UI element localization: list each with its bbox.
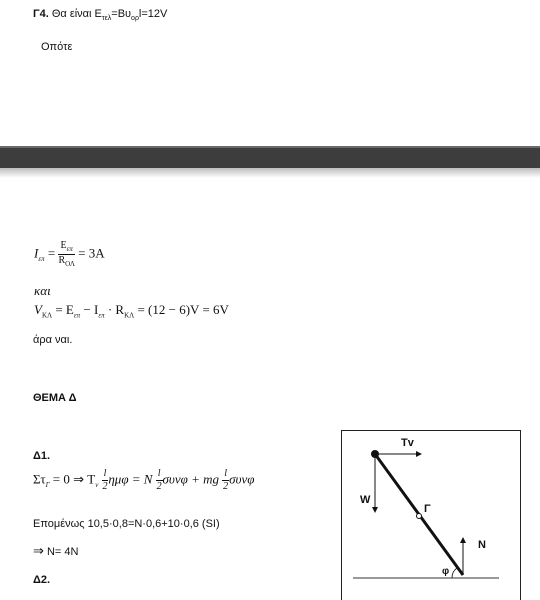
- g4-line: [33, 8, 167, 22]
- d1-eq-start: Στ: [33, 471, 46, 487]
- voltage-rest4: = (12 − 6)V = 6V: [134, 302, 229, 317]
- current-den: R: [58, 255, 66, 266]
- g4-label: Γ4.: [33, 8, 49, 20]
- voltage-formula: [34, 302, 229, 320]
- d1-frac2-num: l: [157, 468, 161, 479]
- implies-arrow: ⇒: [33, 543, 44, 558]
- g4-text-suffix: l=12V: [138, 8, 168, 20]
- phi-label: φ: [442, 566, 450, 577]
- current-num: E: [60, 240, 67, 251]
- voltage-i-sub: επ: [98, 311, 105, 320]
- d1-term2: συνφ + mg: [162, 471, 220, 487]
- tv-label: Tv: [401, 437, 414, 449]
- current-lhs-sub: επ: [38, 255, 45, 264]
- ara-nai-text: άρα ναι.: [33, 334, 73, 346]
- d1-eq-mid-sub: v: [95, 481, 99, 490]
- n-label: N: [478, 539, 486, 551]
- d1-frac1-num: l: [103, 468, 107, 479]
- d1-frac3-num: l: [224, 468, 228, 479]
- voltage-rest1: = E: [52, 302, 74, 317]
- d1-frac2-den: 2: [156, 481, 162, 492]
- force-diagram: [341, 430, 521, 600]
- kai-text: και: [34, 283, 51, 298]
- d1-n-result: [33, 543, 78, 559]
- page-break-band: [0, 148, 540, 168]
- g4-text-sub2: ορ: [131, 15, 139, 23]
- d2-label: Δ2.: [33, 574, 51, 586]
- current-formula: [34, 241, 105, 268]
- d1-label: Δ1.: [33, 450, 51, 462]
- d1-term1: ημφ = N: [108, 471, 153, 487]
- phi-arc: [452, 568, 457, 578]
- current-fraction: [58, 241, 74, 268]
- d1-torque-equation: [33, 469, 254, 492]
- gamma-label: Γ: [424, 503, 431, 515]
- voltage-v-sub: ΚΛ: [41, 311, 53, 320]
- voltage-v: V: [34, 302, 42, 317]
- center-gamma-point: [417, 514, 422, 519]
- d1-n-value: N= 4N: [46, 546, 79, 558]
- current-eq: =: [47, 245, 56, 261]
- g4-text-prefix: Θα είναι Ε: [48, 8, 102, 20]
- d1-frac3-den: 2: [223, 481, 229, 492]
- voltage-e-sub: επ: [73, 311, 81, 320]
- w-label: W: [360, 494, 371, 506]
- g4-text-sub1: τελ: [101, 15, 112, 23]
- page-break-shadow: [0, 168, 540, 178]
- voltage-rest3: · R: [104, 302, 125, 317]
- current-lhs: I: [34, 245, 39, 261]
- g4-text-mid: =Bυ: [111, 8, 132, 20]
- d1-term3: συνφ: [229, 471, 255, 487]
- then-text: Οπότε: [41, 41, 73, 53]
- current-den-sub: ΟΛ: [65, 260, 75, 268]
- d1-eq-mid: = 0 ⇒ T: [49, 471, 96, 487]
- d1-eq-start-sub: Γ: [45, 481, 50, 490]
- d1-frac1-den: 2: [102, 481, 108, 492]
- current-result: = 3A: [78, 245, 105, 261]
- current-num-sub: επ: [66, 245, 73, 253]
- thema-heading: ΘΕΜΑ Δ: [33, 392, 77, 404]
- d1-result-line: Επομένως 10,5·0,8=N·0,6+10·0,6 (SI): [33, 518, 220, 530]
- voltage-r-sub: ΚΛ: [124, 311, 135, 320]
- voltage-rest2: − I: [80, 302, 99, 317]
